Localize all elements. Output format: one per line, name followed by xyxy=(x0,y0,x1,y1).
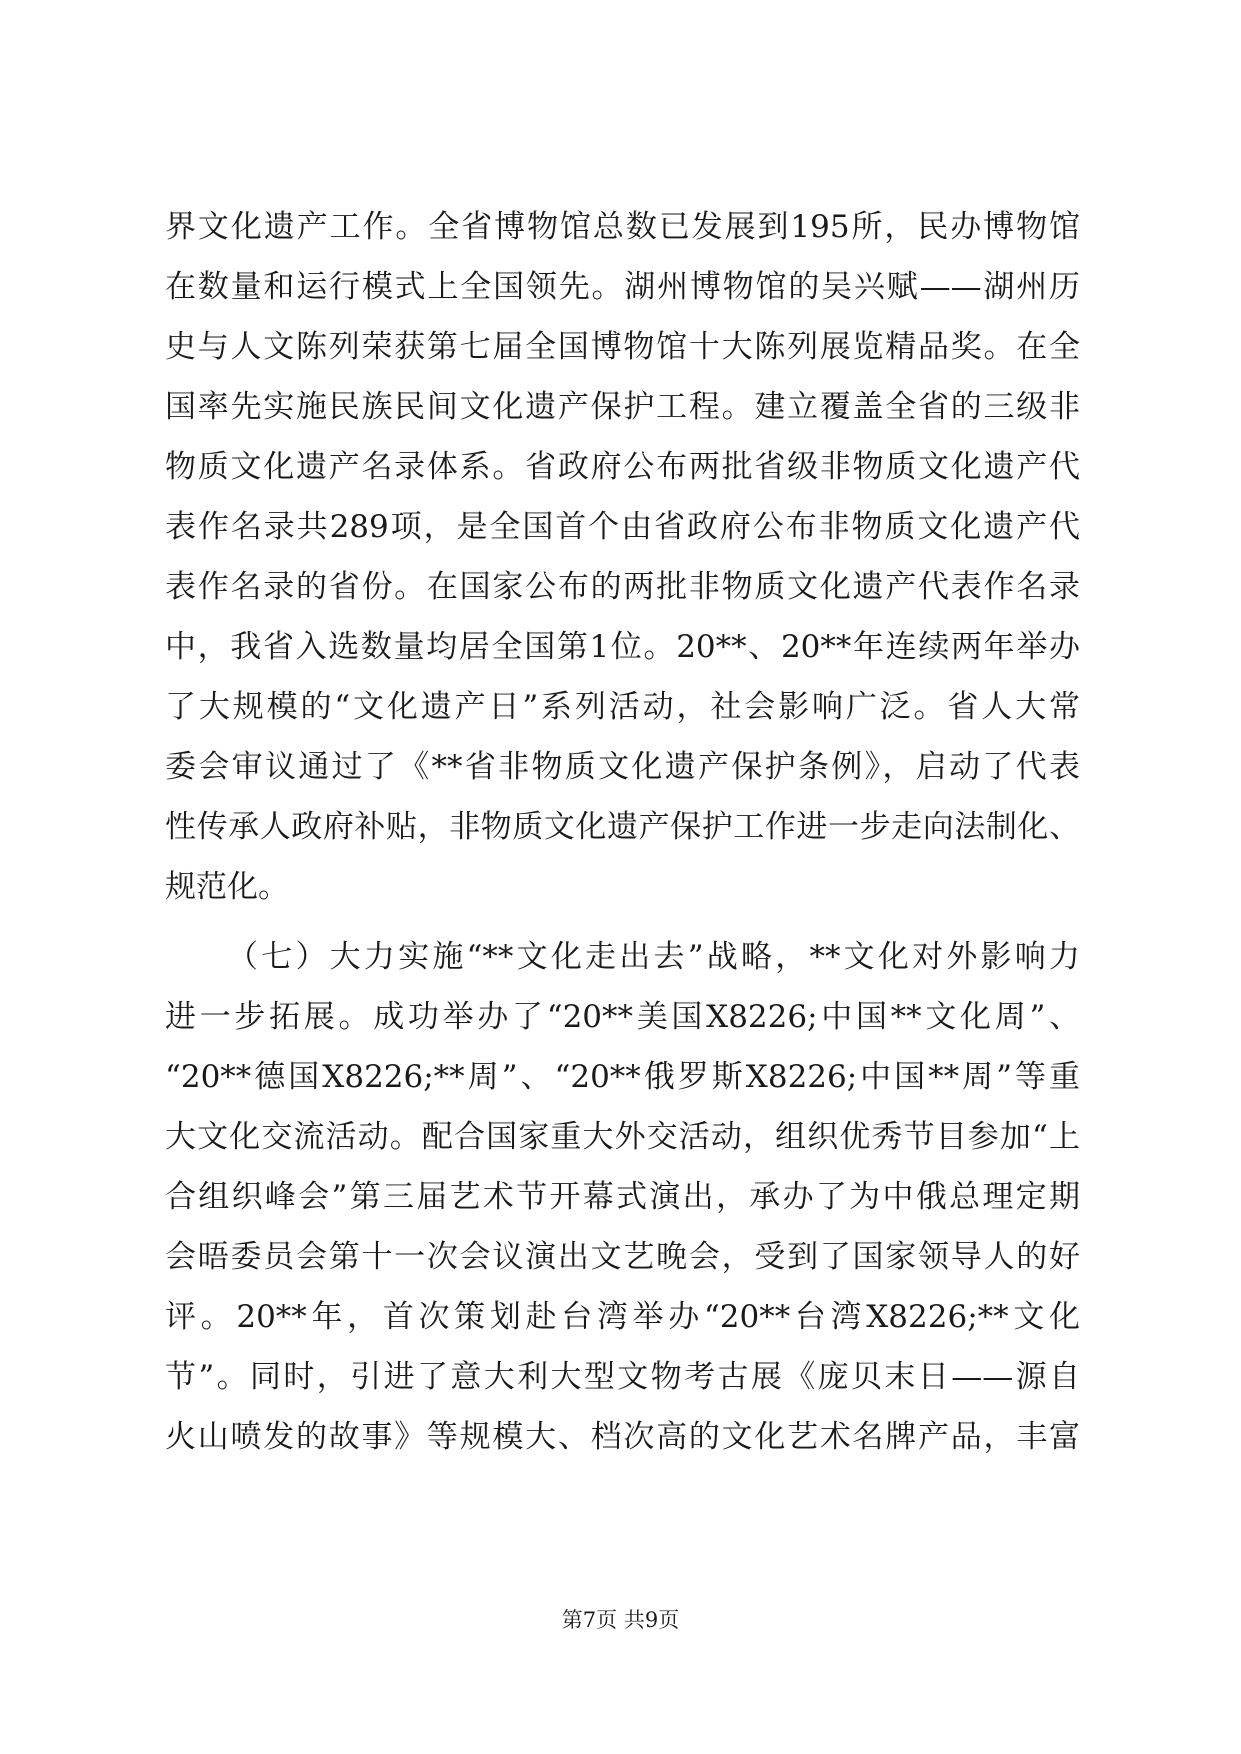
text-line: 史与人文陈列荣获第七届全国博物馆十大陈列展览精品奖。在全 xyxy=(165,329,1080,365)
text-line: 中，我省入选数量均居全国第1位。20**、20**年连续两年举办 xyxy=(165,629,1080,665)
text-line: 国率先实施民族民间文化遗产保护工程。建立覆盖全省的三级非 xyxy=(165,389,1080,425)
text-line: 合组织峰会”第三届艺术节开幕式演出，承办了为中俄总理定期 xyxy=(165,1179,1080,1215)
text-line: 物质文化遗产名录体系。省政府公布两批省级非物质文化遗产代 xyxy=(165,449,1080,485)
paragraph-heading-line: （七）大力实施“**文化走出去”战略，**文化对外影响力 xyxy=(227,939,1080,975)
text-line: 在数量和运行模式上全国领先。湖州博物馆的吴兴赋——湖州历 xyxy=(165,269,1080,305)
text-line: 了大规模的“文化遗产日”系列活动，社会影响广泛。省人大常 xyxy=(165,689,1080,725)
text-line: 界文化遗产工作。全省博物馆总数已发展到195所，民办博物馆 xyxy=(165,209,1080,245)
text-line: 节”。同时，引进了意大利大型文物考古展《庞贝末日——源自 xyxy=(165,1359,1080,1395)
text-line: 规范化。 xyxy=(165,869,289,905)
text-line: 评。20**年，首次策划赴台湾举办“20**台湾X8226;**文化 xyxy=(165,1299,1080,1335)
text-line: 火山喷发的故事》等规模大、档次高的文化艺术名牌产品，丰富 xyxy=(165,1419,1080,1455)
text-line: 会晤委员会第十一次会议演出文艺晚会，受到了国家领导人的好 xyxy=(165,1239,1080,1275)
text-line: 表作名录的省份。在国家公布的两批非物质文化遗产代表作名录 xyxy=(165,569,1080,605)
text-line: 性传承人政府补贴，非物质文化遗产保护工作进一步走向法制化、 xyxy=(165,809,1080,845)
text-line: “20**德国X8226;**周”、“20**俄罗斯X8226;中国**周”等重 xyxy=(165,1059,1080,1095)
text-line: 表作名录共289项，是全国首个由省政府公布非物质文化遗产代 xyxy=(165,509,1080,545)
page-number-footer: 第7页 共9页 xyxy=(561,1608,680,1632)
text-line: 进一步拓展。成功举办了“20**美国X8226;中国**文化周”、 xyxy=(165,999,1080,1035)
text-line: 大文化交流活动。配合国家重大外交活动，组织优秀节目参加“上 xyxy=(165,1119,1080,1155)
text-line: 委会审议通过了《**省非物质文化遗产保护条例》，启动了代表 xyxy=(165,749,1080,785)
